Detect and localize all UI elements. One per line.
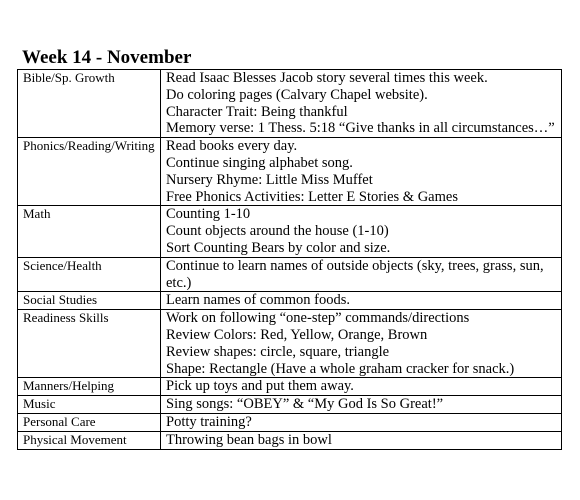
subject-cell: Manners/Helping [18, 378, 161, 396]
activities-cell [161, 206, 562, 257]
activity-line: Read Isaac Blesses Jacob story several times this week. [166, 70, 488, 86]
subject-cell: Music [18, 396, 161, 414]
table-row [18, 138, 562, 206]
activities-cell [161, 396, 562, 414]
activity-line: Review Colors: Red, Yellow, Orange, Brown [166, 326, 428, 343]
activities-cell [161, 257, 562, 292]
subject-cell: Physical Movement [18, 431, 161, 449]
activity-line: Pick up toys and put them away. [166, 378, 354, 395]
weekly-plan-table [17, 69, 562, 450]
activity-line: Do coloring pages (Calvary Chapel website). [166, 86, 428, 103]
subject-cell: Science/Health [18, 257, 161, 292]
activity-line: Counting 1-10 [166, 206, 251, 223]
activities-cell [161, 378, 562, 396]
table-row [18, 70, 562, 138]
table-row [18, 413, 562, 431]
activities-cell [161, 70, 562, 138]
activity-line: Continue singing alphabet song. [166, 154, 353, 171]
activity-line: Work on following “one-step” commands/directions [166, 310, 470, 327]
activity-line: Character Trait: Being thankful [166, 103, 348, 120]
activities-cell [161, 292, 562, 310]
subject-cell: Math [18, 206, 161, 257]
table-row [18, 206, 562, 257]
activity-line: Review shapes: circle, square, triangle [166, 343, 390, 360]
subject-cell: Bible/Sp. Growth [18, 70, 161, 138]
activities-cell [161, 413, 562, 431]
activity-line: Count objects around the house (1-10) [166, 223, 389, 240]
activity-line: Nursery Rhyme: Little Miss Muffet [166, 171, 373, 188]
activity-line: Learn names of common foods. [166, 292, 351, 309]
activity-line: Throwing bean bags in bowl [166, 431, 332, 448]
activity-line: Memory verse: 1 Thess. 5:18 “Give thanks in all circumstances…” [166, 120, 555, 137]
table-row [18, 396, 562, 414]
table-row [18, 431, 562, 449]
activity-line: Free Phonics Activities: Letter E Stories & Games [166, 188, 458, 205]
table-row [18, 292, 562, 310]
subject-cell: Phonics/Reading/Writing [18, 138, 161, 206]
subject-cell: Readiness Skills [18, 310, 161, 378]
table-row [18, 257, 562, 292]
table-row [18, 378, 562, 396]
subject-cell: Personal Care [18, 413, 161, 431]
activity-line: Continue to learn names of outside objects (sky, trees, grass, sun, etc.) [166, 257, 544, 291]
activities-cell [161, 310, 562, 378]
subject-cell: Social Studies [18, 292, 161, 310]
table-row [18, 310, 562, 378]
activity-line: Read books every day. [166, 138, 298, 155]
activity-line: Potty training? [166, 413, 252, 430]
activities-cell [161, 431, 562, 449]
activity-line: Sort Counting Bears by color and size. [166, 239, 391, 256]
activity-line: Shape: Rectangle (Have a whole graham cracker for snack.) [166, 360, 515, 377]
activities-cell [161, 138, 562, 206]
page-title: Week 14 - November [22, 47, 192, 68]
activity-line: Sing songs: “OBEY” & “My God Is So Great!” [166, 396, 444, 413]
